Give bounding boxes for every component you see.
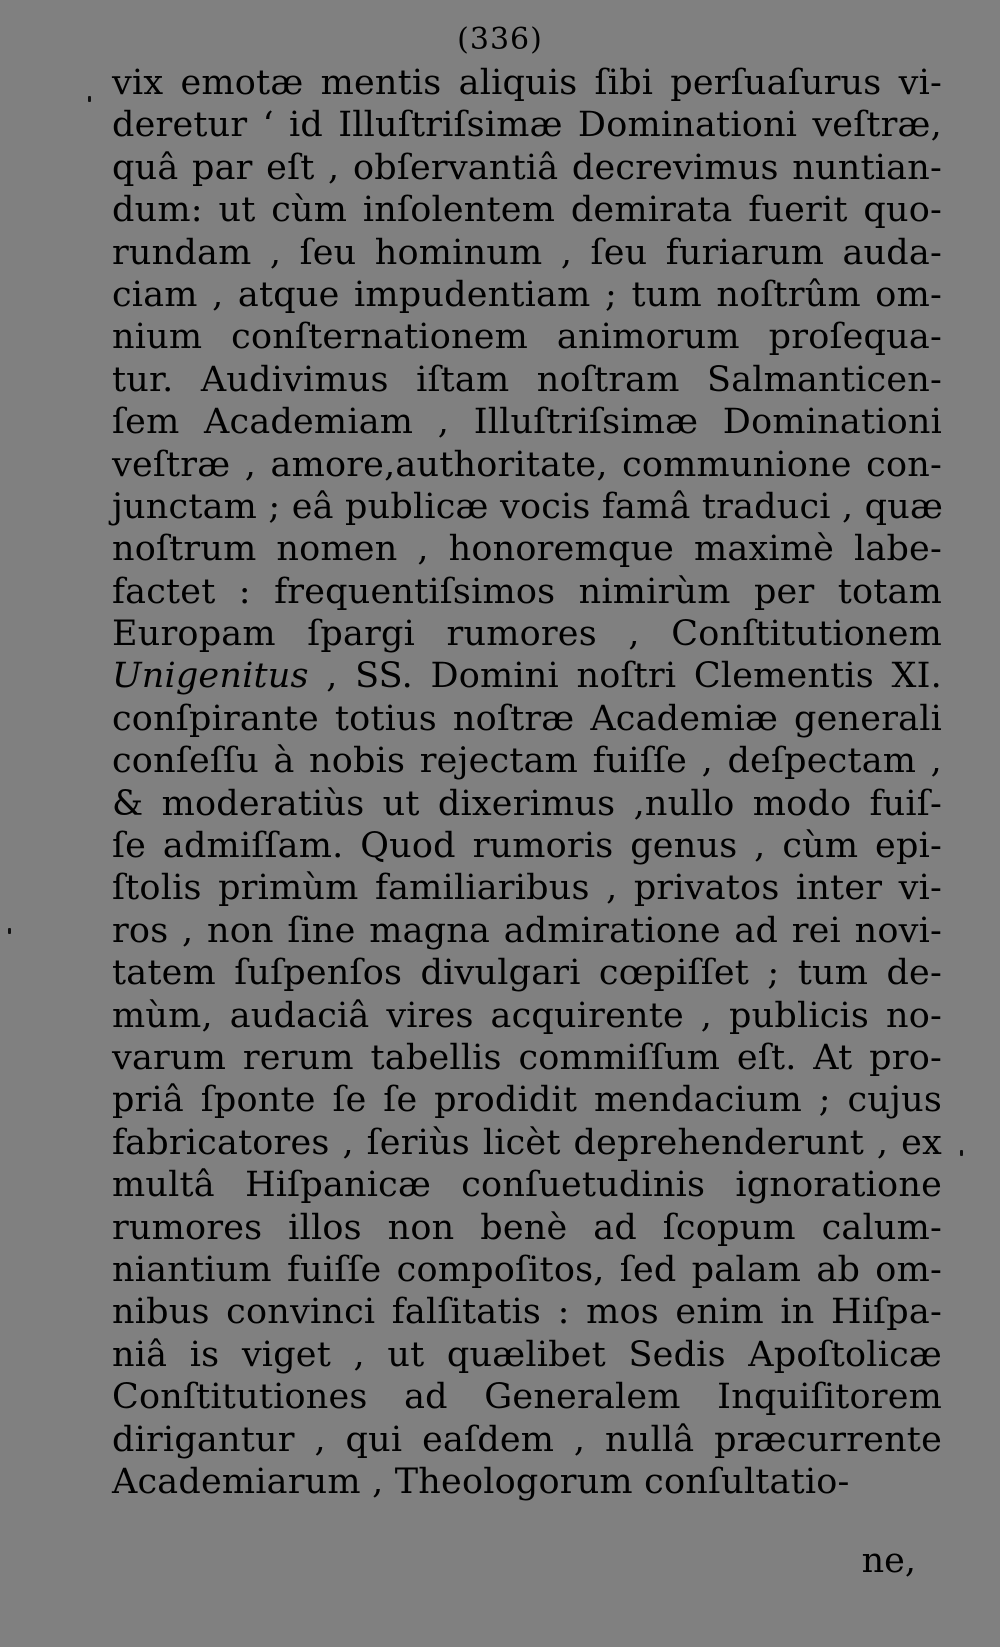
text-line: ſe admiſſam. Quod rumoris genus , cùm epi- [112, 826, 942, 867]
text-line: ſtolis primùm familiaribus , privatos inter vi- [112, 868, 942, 909]
text-line: dum: ut cùm inſolentem demirata fuerit quo- [112, 190, 942, 231]
text-line: deretur ‘ id Illuſtriſsimæ Dominationi veſtræ, [112, 105, 942, 146]
text-line: tatem ſuſpenſos divulgari cœpiſſet ; tum de- [112, 953, 942, 994]
ink-speck [88, 96, 91, 102]
text-line: multâ Hiſpanicæ conſuetudinis ignoratione [112, 1165, 942, 1206]
text-line: niantium fuiſſe compoſitos, ſed palam ab om- [112, 1249, 942, 1290]
italic-word: Unigenitus [112, 656, 309, 697]
text-line: Unigenitus , SS. Domini noſtri Clementis XI. [112, 656, 942, 697]
text-line: junctam ; eâ publicæ vocis famâ traduci , quæ [112, 486, 944, 527]
text-line: ciam , atque impudentiam ; tum noſtrûm om- [112, 274, 942, 315]
text-line: nibus convinci falſitatis : mos enim in Hiſpa- [112, 1292, 942, 1333]
text-line: priâ ſponte ſe ſe prodidit mendacium ; cujus [112, 1080, 942, 1121]
text-line: Academiarum , Theologorum conſultatio- [112, 1461, 850, 1502]
text-line: vix emotæ mentis aliquis ſibi perſuaſurus vi- [112, 63, 942, 103]
text-line: ros , non ſine magna admiratione ad rei novi- [112, 910, 942, 951]
page-number: (336) [457, 22, 543, 57]
body-text [112, 62, 942, 1503]
text-line: conſpirante totius noſtræ Academiæ generali [112, 698, 942, 739]
text-line: rumores illos non benè ad ſcopum calum- [112, 1207, 942, 1248]
text-line: dirigantur , qui eaſdem , nullâ præcurrente [112, 1419, 942, 1460]
text-line: Europam ſpargi rumores , Conſtitutionem [112, 614, 942, 655]
ink-speck [960, 1150, 963, 1156]
text-line: varum rerum tabellis commiſſum eſt. At pro- [112, 1037, 942, 1078]
text-line: mùm, audaciâ vires acquirente , publicis no- [112, 995, 942, 1036]
text-line: noſtrum nomen , honoremque maximè labe- [112, 529, 942, 570]
text-line: ſem Academiam , Illuſtriſsimæ Dominationi [112, 402, 942, 443]
text-line: niâ is viget , ut quælibet Sedis Apoſtolicæ [112, 1334, 942, 1375]
text-line: tur. Audivimus iſtam noſtram Salmanticen- [112, 359, 942, 400]
text-line: Conſtitutiones ad Generalem Inquiſitorem [112, 1377, 942, 1418]
catchword: ne, [861, 1541, 916, 1581]
text-line: nium conſternationem animorum proſequa- [112, 317, 942, 358]
text-line: & moderatiùs ut dixerimus ,nullo modo fuiſ- [112, 783, 942, 824]
ink-speck [8, 928, 11, 934]
text-line: fabricatores , ſeriùs licèt deprehenderunt , ex [112, 1122, 942, 1163]
text-line: conſeſſu à nobis rejectam fuiſſe , deſpectam , [112, 741, 942, 782]
text-line: veſtræ , amore,authoritate, communione con- [112, 444, 942, 485]
text-line: quâ par eſt , obſervantiâ decrevimus nuntian- [112, 147, 942, 188]
text-line: rundam , ſeu hominum , ſeu furiarum auda- [112, 232, 942, 273]
text-line: factet : frequentiſsimos nimirùm per totam [112, 571, 942, 612]
